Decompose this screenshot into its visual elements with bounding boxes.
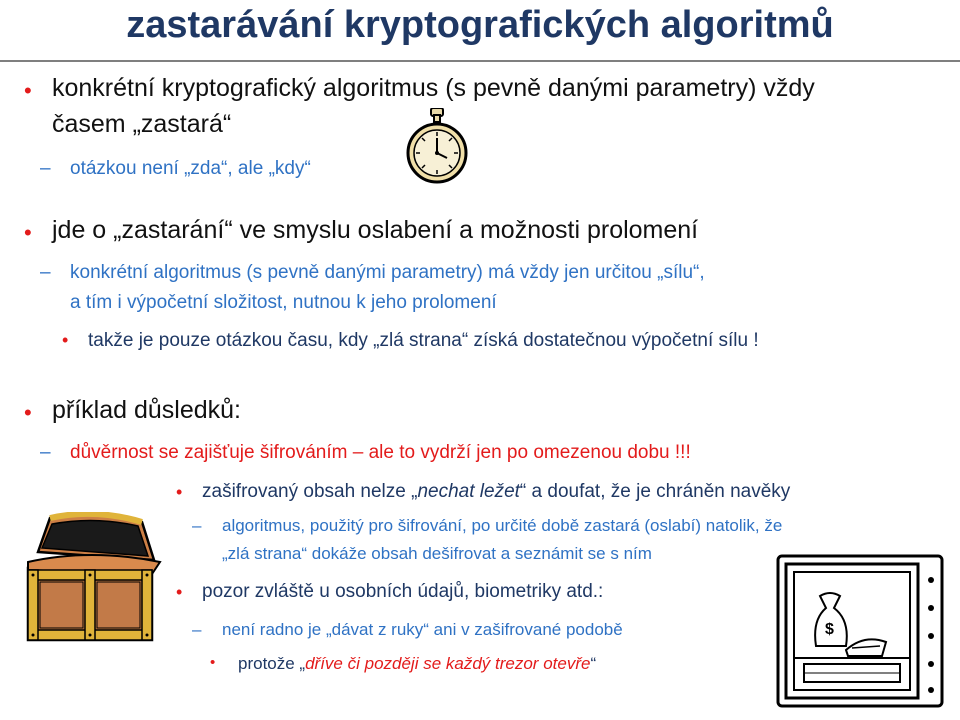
bullet-2-sub-line-2: a tím i výpočetní složitost, nutnou k jeho prolomení <box>70 292 497 313</box>
bullet-3-a <box>202 481 790 503</box>
treasure-chest-icon <box>20 512 170 652</box>
bullet-marker: • <box>24 78 32 103</box>
bullet-3: příklad důsledků: <box>52 396 242 424</box>
bullet-3-a-pre: zašifrovaný obsah nelze „ <box>202 481 418 502</box>
bullet-2-sub-line-1: konkrétní algoritmus (s pevně danými parametry) má vždy jen určitou „sílu“, <box>70 262 705 283</box>
slide-title: zastarávání kryptografických algoritmů <box>126 4 834 46</box>
stopwatch-icon <box>405 108 469 188</box>
bullet-1-sub: otázkou není „zda“, ale „kdy“ <box>70 158 311 179</box>
safe-icon <box>768 550 950 710</box>
bullet-marker: • <box>176 482 183 502</box>
bullet-marker: • <box>176 582 183 602</box>
bullet-marker: • <box>24 400 32 425</box>
bullet-3-b-subsub <box>238 654 596 674</box>
svg-text:$: $ <box>825 621 834 638</box>
bullet-marker: • <box>62 330 69 350</box>
bullet-3-b-subsub-italic: dříve či později se každý trezor otevře <box>305 654 591 673</box>
bullet-3-a-sub-line-2: „zlá strana“ dokáže obsah dešifrovat a seznámit se s ním <box>222 544 652 563</box>
dash-marker: – <box>40 262 51 283</box>
title-divider <box>0 60 960 62</box>
bullet-1-line-2: časem „zastará“ <box>52 110 232 138</box>
bullet-2: jde o „zastarání“ ve smyslu oslabení a možnosti prolomení <box>52 216 699 244</box>
bullet-marker: • <box>210 654 216 671</box>
dash-marker: – <box>192 620 202 639</box>
bullet-3-b-sub: není radno je „dávat z ruky“ ani v zašifrované podobě <box>222 620 623 639</box>
bullet-marker: • <box>24 220 32 245</box>
bullet-3-b: pozor zvláště u osobních údajů, biometriky atd.: <box>202 581 604 602</box>
bullet-3-b-subsub-post: “ <box>590 654 597 673</box>
bullet-3-sub: důvěrnost se zajišťuje šifrováním – ale to vydrží jen po omezenou dobu !!! <box>70 442 691 463</box>
bullet-3-a-sub-line-1: algoritmus, použitý pro šifrování, po určité době zastará (oslabí) natolik, že <box>222 516 783 535</box>
bullet-3-b-subsub-pre: protože „ <box>238 654 306 673</box>
bullet-3-a-post: “ a doufat, že je chráněn navěky <box>519 481 791 502</box>
dash-marker: – <box>40 158 51 179</box>
dash-marker: – <box>40 442 51 463</box>
dash-marker: – <box>192 516 202 535</box>
bullet-3-a-italic: nechat ležet <box>417 481 520 502</box>
bullet-2-subsub: takže je pouze otázkou času, kdy „zlá strana“ získá dostatečnou výpočetní sílu ! <box>88 330 759 351</box>
bullet-1-line-1: konkrétní kryptografický algoritmus (s pevně danými parametry) vždy <box>52 74 815 102</box>
